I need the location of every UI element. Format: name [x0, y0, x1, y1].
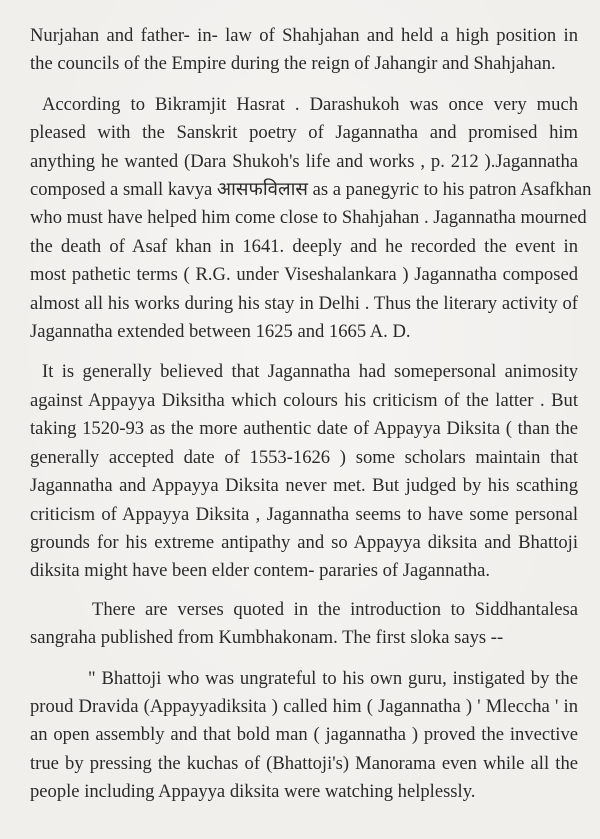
text-line: against Appayya Diksitha which colours his criticism of the latter . But	[30, 389, 578, 411]
paragraph-hasrat-darashukoh	[30, 91, 592, 347]
text-line: criticism of Appayya Diksita , Jagannatha seems to have some personal	[30, 503, 578, 525]
text-line: According to Bikramjit Hasrat . Darashukoh was once very much	[42, 93, 578, 115]
text-line: almost all his works during his stay in Delhi . Thus the literary activity of	[30, 292, 578, 314]
text-line: true by pressing the kuchas of (Bhattoji's) Manorama even while all the	[30, 752, 578, 774]
page-body-text	[30, 22, 592, 807]
text-line-with-devanagari: composed a small kavya आसफविलास as a panegyric to his patron Asafkhan	[30, 179, 592, 201]
text-line: It is generally believed that Jagannatha had somepersonal animosity	[42, 361, 578, 383]
text-line: people including Appayya diksita were watching helplessly.	[30, 781, 476, 803]
text-line: grounds for his extreme antipathy and so Appayya diksita and Bhattoji	[30, 531, 578, 553]
text-line: the death of Asaf khan in 1641. deeply and he recorded the event in	[30, 235, 578, 257]
text-line: most pathetic terms ( R.G. under Viseshalankara ) Jagannatha composed	[30, 264, 578, 286]
text-line: the councils of the Empire during the reign of Jahangir and Shahjahan.	[30, 53, 556, 75]
text-line: who must have helped him come close to Shahjahan . Jagannatha mourned	[30, 207, 587, 229]
paragraph-verses-intro	[30, 596, 578, 653]
text-line: There are verses quoted in the introduction to Siddhantalesa	[92, 598, 578, 620]
text-line: Nurjahan and father- in- law of Shahjahan and held a high position in	[30, 25, 578, 46]
paragraph-continuation	[30, 22, 578, 79]
paragraph-animosity	[30, 358, 578, 585]
text-line: sangraha published from Kumbhakonam. The first sloka says --	[30, 627, 504, 649]
text-line: Jagannatha and Appayya Diksita never met. But judged by his scathing	[30, 475, 578, 497]
text-line: proud Dravida (Appayyadiksita ) called him ( Jagannatha ) ' Mleccha ' in	[30, 695, 578, 717]
text-line: " Bhattoji who was ungrateful to his own guru, instigated by the	[88, 667, 578, 689]
text-line: diksita might have been elder contem- pararies of Jagannatha.	[30, 560, 491, 582]
text-line: generally accepted date of 1553-1626 ) some scholars maintain that	[30, 446, 578, 468]
text-line: taking 1520-93 as the more authentic date of Appayya Diksita ( than the	[30, 418, 578, 440]
text-line: anything he wanted (Dara Shukoh's life and works , p. 212 ).Jagannatha	[30, 150, 578, 172]
text-line: an open assembly and that bold man ( jagannatha ) proved the invective	[30, 724, 578, 746]
quoted-sloka-translation	[30, 665, 578, 807]
text-line: pleased with the Sanskrit poetry of Jagannatha and promised him	[30, 122, 578, 144]
text-line: Jagannatha extended between 1625 and 1665 A. D.	[30, 321, 411, 343]
